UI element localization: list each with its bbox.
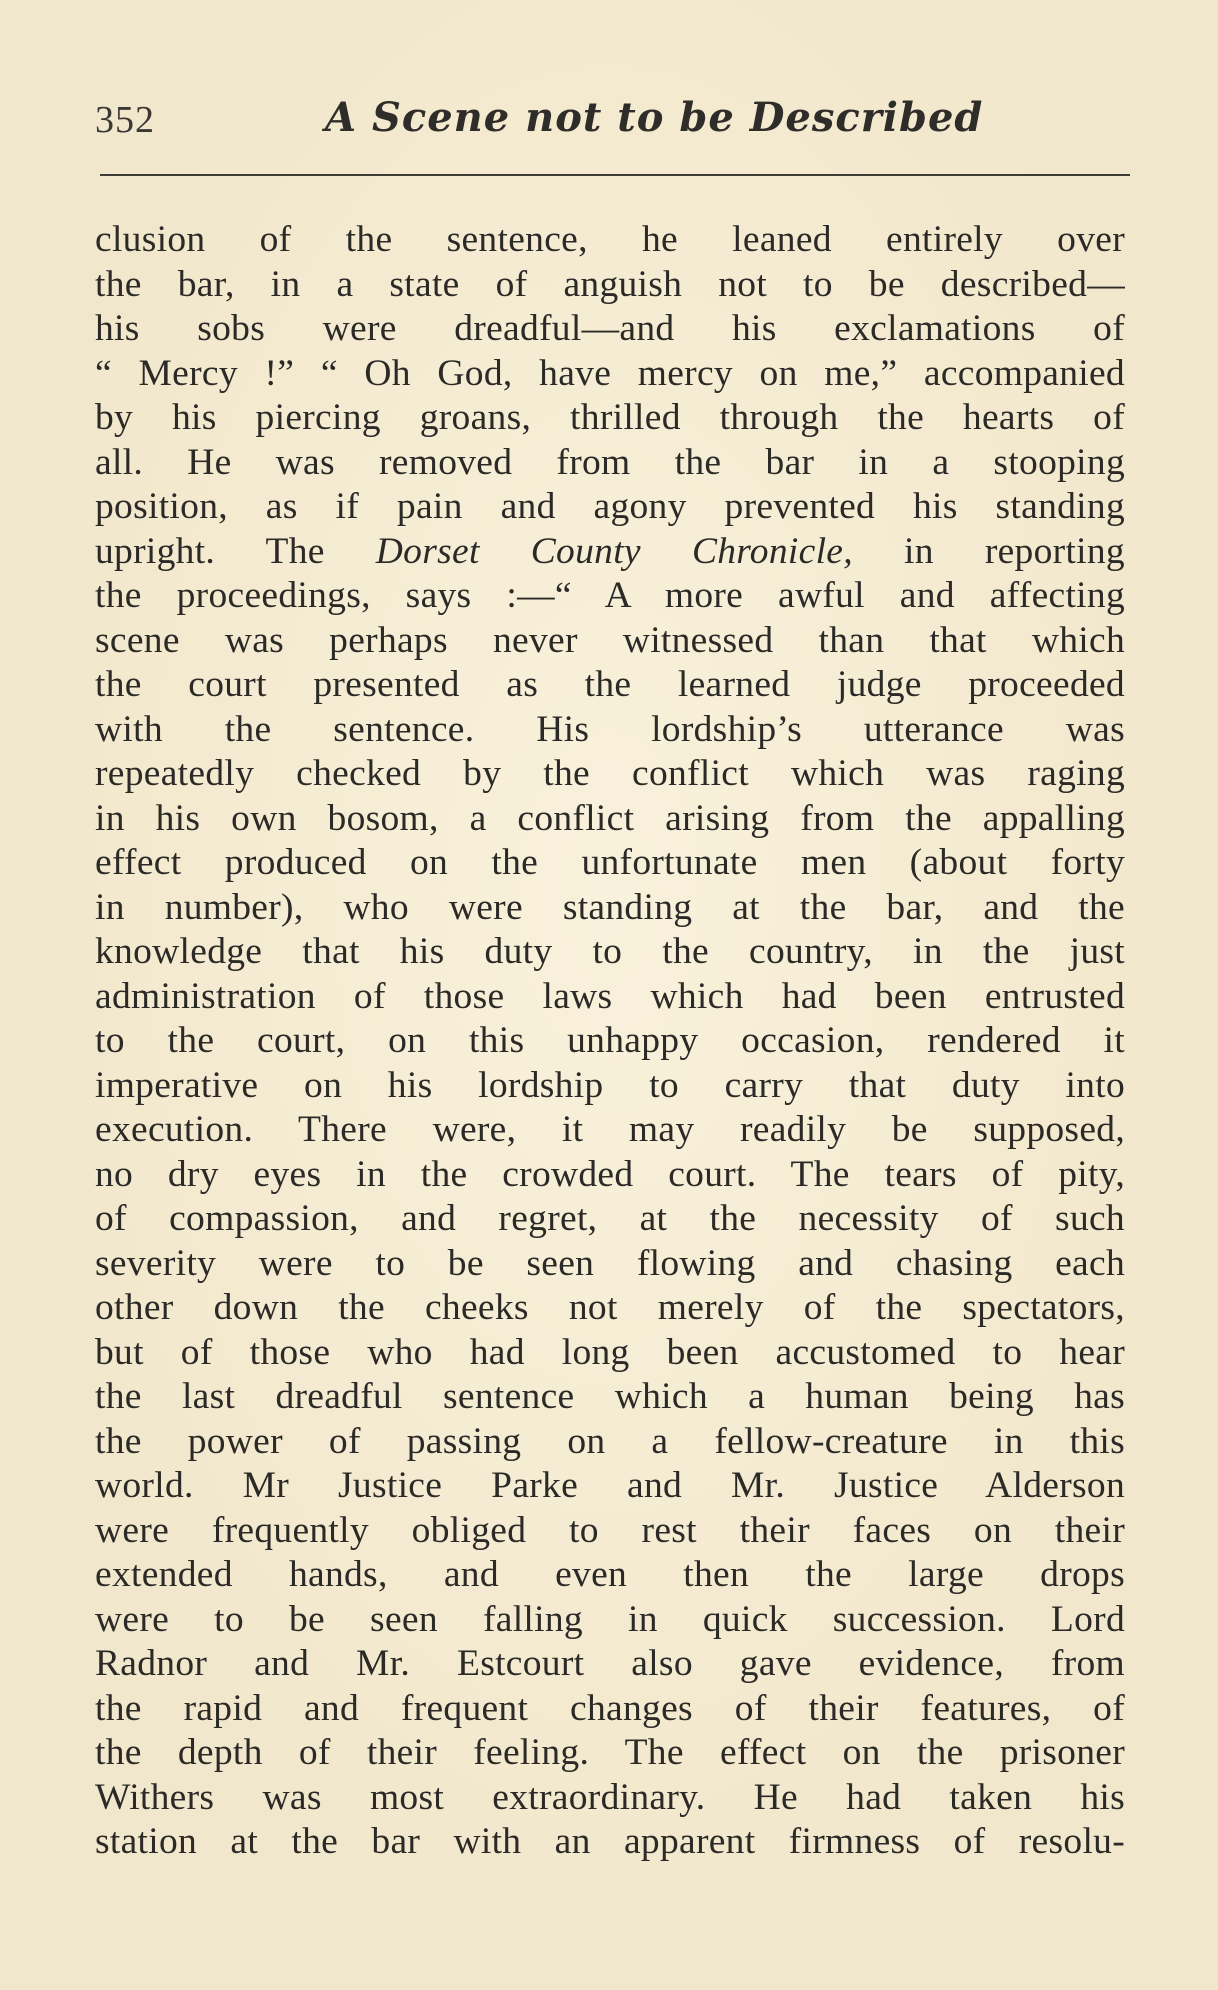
text-line: no dry eyes in the crowded court. The tears of pity, (95, 1153, 1125, 1195)
text-line: the rapid and frequent changes of their features, of (95, 1687, 1125, 1729)
text-line: administration of those laws which had been entrusted (95, 975, 1125, 1017)
text-run: in reporting (852, 530, 1125, 572)
page-header (95, 94, 1125, 158)
text-run: upright. The (95, 530, 376, 572)
italic-title: Dorset County Chronicle, (375, 530, 853, 572)
text-line: severity were to be seen flowing and chasing each (95, 1242, 1125, 1284)
text-line: in his own bosom, a conflict arising from the appalling (95, 797, 1125, 839)
text-line: Radnor and Mr. Estcourt also gave evidence, from (95, 1643, 1125, 1684)
text-line: were to be seen falling in quick succession. Lord (95, 1598, 1125, 1640)
body-text (95, 218, 1125, 1865)
text-line: scene was perhaps never witnessed than that which (95, 619, 1125, 661)
page-number: 352 (95, 99, 155, 141)
text-line: of compassion, and regret, at the necessity of such (95, 1198, 1125, 1239)
text-line: by his piercing groans, thrilled through the hearts of (95, 397, 1125, 438)
text-line: the court presented as the learned judge proceeded (95, 664, 1125, 705)
text-line (95, 530, 1125, 575)
text-line: the proceedings, says :—“ A more awful and affecting (95, 575, 1125, 616)
text-line: with the sentence. His lordship’s utterance was (95, 708, 1125, 750)
text-line: other down the cheeks not merely of the spectators, (95, 1287, 1125, 1328)
text-line: were frequently obliged to rest their faces on their (95, 1509, 1125, 1551)
text-line: clusion of the sentence, he leaned entirely over (95, 219, 1125, 260)
text-line: extended hands, and even then the large drops (95, 1554, 1125, 1595)
text-line: knowledge that his duty to the country, in the just (95, 931, 1125, 972)
running-head: A Scene not to be Described (325, 94, 984, 141)
text-line: the last dreadful sentence which a human being has (95, 1376, 1125, 1417)
text-line: repeatedly checked by the conflict which was raging (95, 753, 1125, 794)
text-line: effect produced on the unfortunate men (about forty (95, 842, 1125, 883)
text-line: in number), who were standing at the bar, and the (95, 886, 1125, 928)
text-line: station at the bar with an apparent firmness of resolu- (95, 1821, 1125, 1862)
text-line: his sobs were dreadful—and his exclamations of (95, 308, 1125, 349)
text-line: position, as if pain and agony prevented his standing (95, 486, 1125, 527)
text-line: the bar, in a state of anguish not to be described— (95, 263, 1125, 305)
text-line: Withers was most extraordinary. He had taken his (95, 1776, 1125, 1818)
text-line: world. Mr Justice Parke and Mr. Justice Alderson (95, 1465, 1125, 1506)
text-line: imperative on his lordship to carry that duty into (95, 1064, 1125, 1106)
text-line: the depth of their feeling. The effect on the prisoner (95, 1732, 1125, 1773)
text-line: all. He was removed from the bar in a stooping (95, 441, 1125, 483)
text-line: the power of passing on a fellow-creature in this (95, 1420, 1125, 1462)
text-line: but of those who had long been accustomed to hear (95, 1331, 1125, 1373)
text-line: execution. There were, it may readily be supposed, (95, 1109, 1125, 1150)
text-line: “ Mercy !” “ Oh God, have mercy on me,” accompanied (95, 352, 1125, 394)
header-rule (100, 174, 1130, 176)
text-line: to the court, on this unhappy occasion, rendered it (95, 1020, 1125, 1061)
